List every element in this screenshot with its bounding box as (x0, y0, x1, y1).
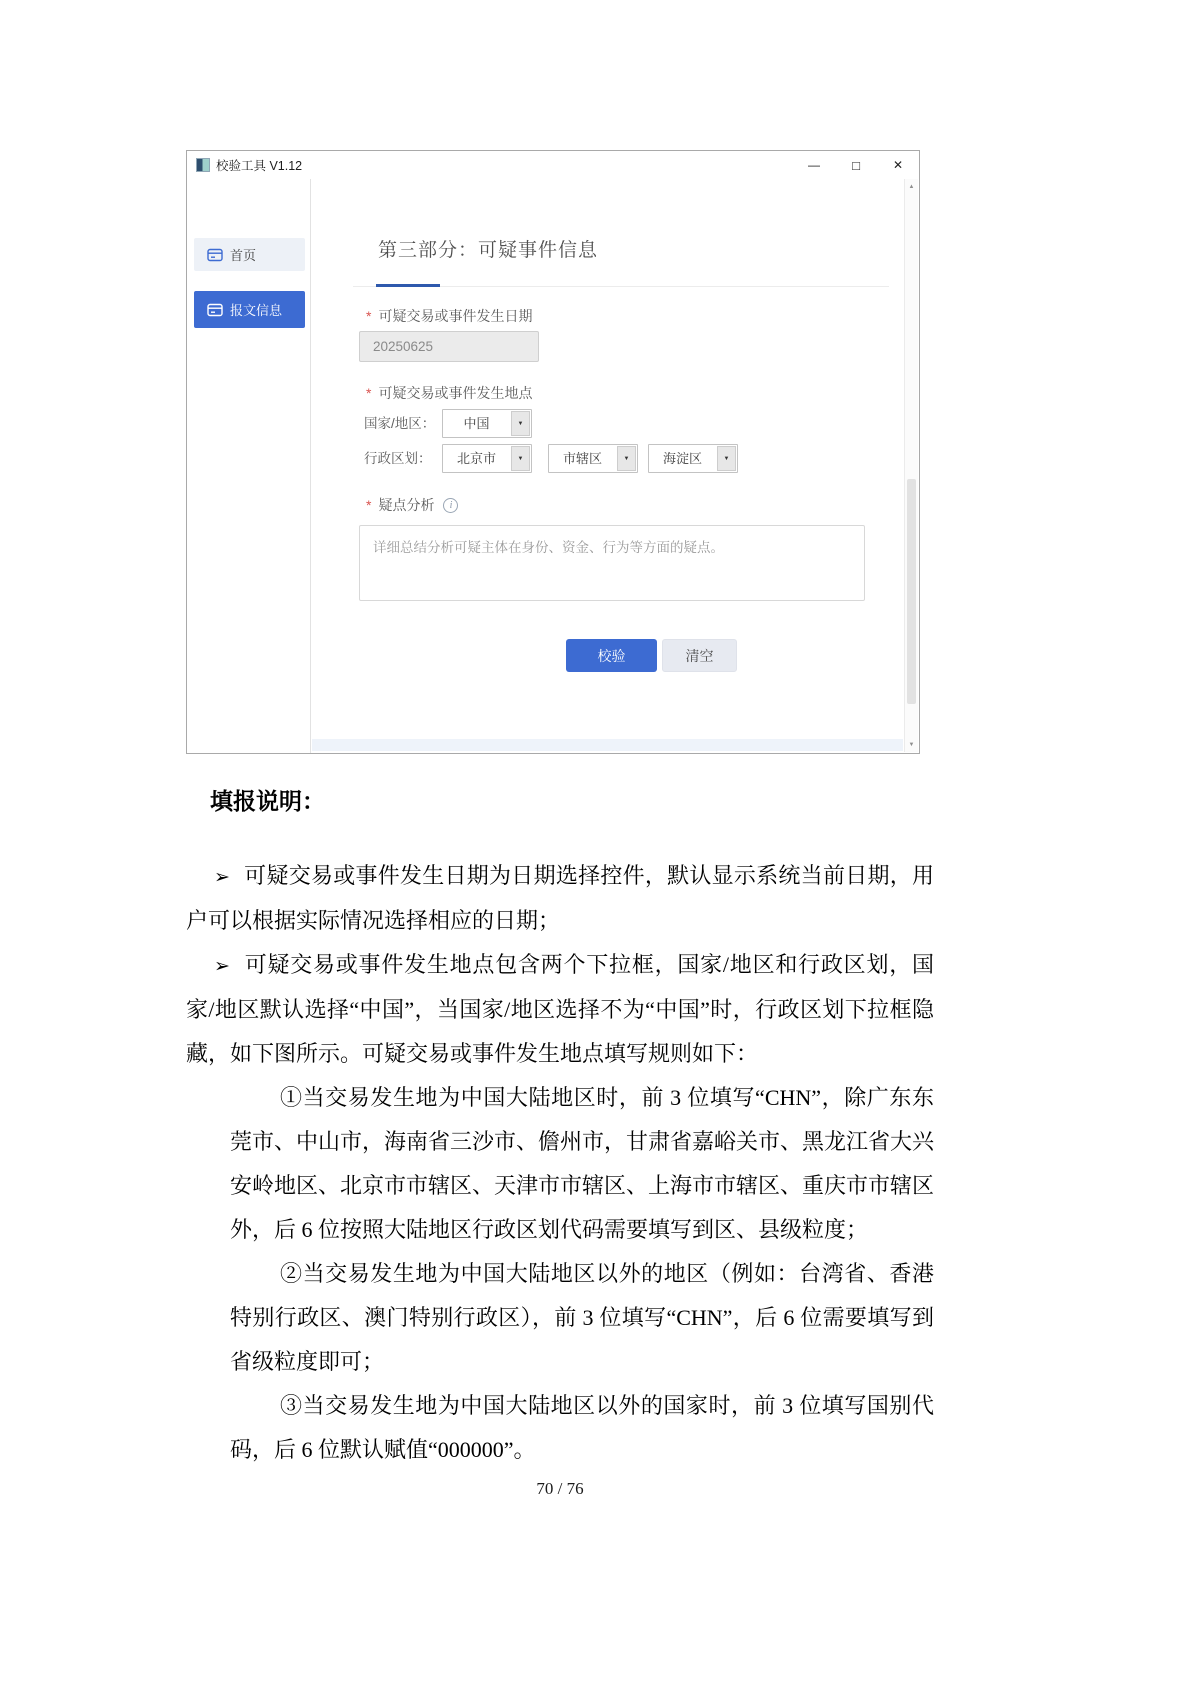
vertical-scrollbar[interactable] (904, 179, 918, 752)
scroll-down-icon[interactable]: ▼ (908, 741, 915, 748)
region-select-value: 市辖区 (562, 451, 602, 466)
info-icon[interactable]: i (443, 498, 458, 513)
region-label: 行政区划： (364, 451, 432, 466)
required-marker: * (366, 385, 372, 401)
minimize-icon[interactable]: — (808, 158, 820, 172)
chevron-down-icon[interactable]: ▼ (511, 446, 530, 471)
validate-button[interactable]: 校验 (566, 639, 657, 672)
country-label: 国家/地区： (364, 416, 436, 431)
window-controls (793, 151, 919, 179)
sidebar-item-message-info[interactable] (194, 291, 305, 328)
analysis-textarea[interactable] (359, 525, 865, 601)
form-page-icon (207, 303, 223, 317)
region-select-province[interactable] (442, 444, 532, 473)
page-number: 70 / 76 (536, 1479, 584, 1498)
sidebar-item-label: 首页 (230, 248, 257, 263)
region-select-value: 北京市 (456, 451, 496, 466)
country-select-value: 中国 (463, 416, 490, 431)
close-icon[interactable]: ✕ (892, 158, 904, 172)
doc-paragraph: ➢ 可疑交易或事件发生日期为日期选择控件，默认显示系统当前日期，用户可以根据实际情况选择相应的日期； (186, 863, 934, 933)
region-select-district[interactable] (648, 444, 738, 473)
sidebar (187, 179, 311, 753)
horizontal-scrollbar[interactable] (312, 739, 903, 751)
app-window (186, 150, 920, 754)
doc-heading: 填报说明： (210, 789, 325, 814)
scrollbar-thumb[interactable] (907, 479, 916, 704)
region-select-city[interactable] (548, 444, 638, 473)
maximize-icon[interactable]: □ (852, 157, 860, 173)
doc-paragraph: ③当交易发生地为中国大陆地区以外的国家时，前 3 位填写国别代码，后 6 位默认赋值“000000”。 (230, 1393, 934, 1462)
location-field-label: * 可疑交易或事件发生地点 (366, 385, 533, 401)
doc-paragraph: ②当交易发生地为中国大陆地区以外的地区（例如：台湾省、香港特别行政区、澳门特别行政区），前 3 位填写“CHN”，后 6 位需要填写到省级粒度即可； (230, 1261, 934, 1374)
document-body (186, 786, 934, 1502)
active-tab-underline (376, 284, 440, 287)
date-field-label: * 可疑交易或事件发生日期 (366, 308, 533, 324)
section-title: 第三部分：可疑事件信息 (378, 240, 599, 261)
app-icon (196, 158, 210, 172)
chevron-down-icon[interactable]: ▼ (511, 411, 530, 436)
required-marker: * (366, 497, 372, 513)
analysis-field-label: * 疑点分析 i (366, 495, 458, 515)
window-title: 校验工具 V1.12 (216, 159, 303, 173)
chevron-down-icon[interactable]: ▼ (617, 446, 636, 471)
scroll-up-icon[interactable]: ▲ (908, 183, 915, 190)
clear-button[interactable]: 清空 (662, 639, 737, 672)
country-select[interactable] (442, 409, 532, 438)
date-input[interactable]: 20250625 (359, 331, 539, 362)
doc-paragraph: ①当交易发生地为中国大陆地区时，前 3 位填写“CHN”，除广东东莞市、中山市，海南省三沙市、儋州市，甘肃省嘉峪关市、黑龙江省大兴安岭地区、北京市市辖区、天津市市辖区、上海市市辖区、重庆市市辖区外，后 6 位按照大陆地区行政区划代码需要填写到区、县级粒度； (230, 1085, 935, 1242)
title-bar (187, 151, 919, 179)
bullet-arrow-icon: ➢ (214, 955, 230, 977)
region-select-value: 海淀区 (662, 451, 702, 466)
sidebar-item-label: 报文信息 (230, 303, 283, 318)
form-page-icon (207, 248, 223, 262)
required-marker: * (366, 308, 372, 324)
sidebar-item-home[interactable] (194, 238, 305, 271)
doc-paragraph: ➢ 可疑交易或事件发生地点包含两个下拉框，国家/地区和行政区划，国家/地区默认选择“中国”，当国家/地区选择不为“中国”时，行政区划下拉框隐藏，如下图所示。可疑交易或事件发生地点填写规则如下： (186, 952, 934, 1066)
chevron-down-icon[interactable]: ▼ (717, 446, 736, 471)
bullet-arrow-icon: ➢ (214, 866, 230, 888)
